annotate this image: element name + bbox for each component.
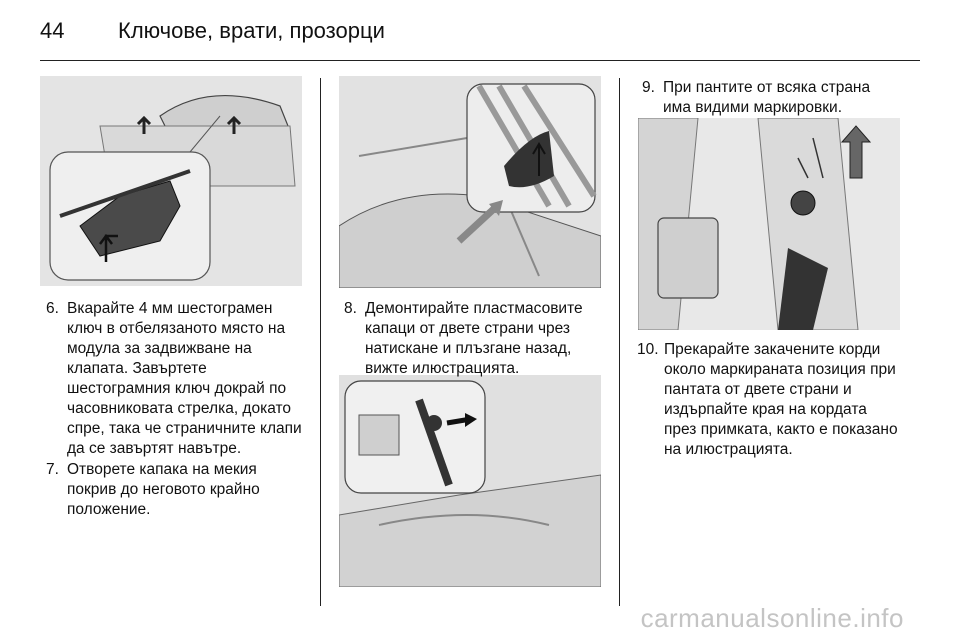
step-7 [46, 460, 316, 520]
step-10-text: Прекарайте закачените корди около маркираната позиция при пантата от двете страни и издърпайте края на кордата през примката, както е показано на илюстрацията. [664, 341, 898, 458]
figure-hex-key-module [40, 76, 302, 286]
watermark: carmanualsonline.info [640, 603, 904, 633]
step-9 [642, 78, 912, 118]
figure-plastic-cover [339, 76, 601, 288]
step-9-number: 9. [642, 79, 655, 96]
figure-cover-detail [339, 375, 601, 587]
step-6-number: 6. [46, 300, 59, 317]
step-8-number: 8. [344, 300, 357, 317]
step-6 [46, 299, 316, 459]
header-rule [40, 60, 920, 61]
column-divider-2 [619, 78, 620, 606]
page-title: Ключове, врати, прозорци [118, 18, 385, 43]
page-number: 44 [40, 18, 65, 43]
step-10-number: 10. [637, 341, 659, 358]
step-8 [344, 299, 614, 379]
column-divider-1 [320, 78, 321, 606]
step-9-text: При пантите от всяка страна има видими маркировки. [663, 79, 871, 116]
step-10 [637, 340, 912, 460]
step-7-number: 7. [46, 461, 59, 478]
figure-hinge-markings [638, 118, 900, 330]
step-8-text: Демонтирайте пластмасовите капаци от двете страни чрез натискане и плъзгане назад, вижте илюстрацията. [365, 300, 583, 377]
step-7-text: Отворете капака на мекия покрив до неговото крайно положение. [67, 461, 260, 518]
step-6-text: Вкарайте 4 мм шестограмен ключ в отбелязаното място на модула за задвижване на клапата. Завъртете шестограмния ключ докрай по часовниковата стрелка, докато спре, така че страничните клапи да се завъртят навътре. [67, 300, 302, 457]
